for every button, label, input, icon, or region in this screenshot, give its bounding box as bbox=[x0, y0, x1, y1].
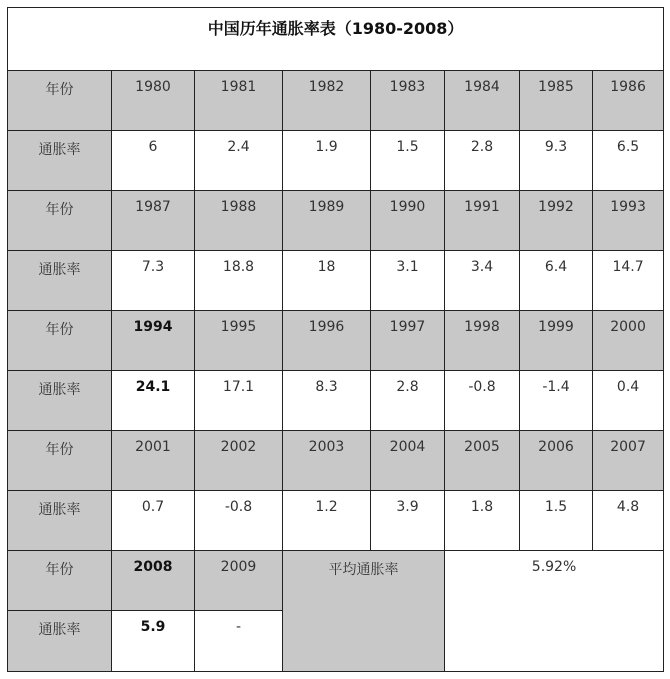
year-cell: 1986 bbox=[593, 71, 664, 131]
year-cell-highlight: 1994 bbox=[112, 311, 195, 371]
year-row bbox=[8, 71, 664, 131]
year-row-label: 年份 bbox=[8, 551, 112, 611]
year-row bbox=[8, 431, 664, 491]
rate-cell: 2.8 bbox=[445, 131, 520, 191]
rate-row bbox=[8, 371, 664, 431]
rate-cell: - bbox=[195, 611, 283, 672]
year-cell: 1992 bbox=[520, 191, 593, 251]
rate-row bbox=[8, 131, 664, 191]
rate-cell: 9.3 bbox=[520, 131, 593, 191]
year-row-label: 年份 bbox=[8, 311, 112, 371]
year-cell: 1988 bbox=[195, 191, 283, 251]
year-cell: 1984 bbox=[445, 71, 520, 131]
year-cell: 1990 bbox=[371, 191, 445, 251]
rate-row-label: 通胀率 bbox=[8, 491, 112, 551]
year-cell: 2007 bbox=[593, 431, 664, 491]
year-cell: 2009 bbox=[195, 551, 283, 611]
rate-cell: 0.4 bbox=[593, 371, 664, 431]
rate-row-label: 通胀率 bbox=[8, 611, 112, 672]
rate-cell: 17.1 bbox=[195, 371, 283, 431]
year-cell: 1982 bbox=[283, 71, 371, 131]
rate-cell-highlight: 24.1 bbox=[112, 371, 195, 431]
rate-row-label: 通胀率 bbox=[8, 371, 112, 431]
year-row bbox=[8, 311, 664, 371]
inflation-table-container bbox=[7, 7, 663, 675]
year-cell: 1998 bbox=[445, 311, 520, 371]
rate-row-label: 通胀率 bbox=[8, 131, 112, 191]
year-row bbox=[8, 551, 664, 611]
year-cell: 2000 bbox=[593, 311, 664, 371]
rate-cell: 18.8 bbox=[195, 251, 283, 311]
rate-cell: 2.4 bbox=[195, 131, 283, 191]
rate-cell: -0.8 bbox=[445, 371, 520, 431]
rate-row bbox=[8, 251, 664, 311]
rate-cell: 3.9 bbox=[371, 491, 445, 551]
year-cell: 1981 bbox=[195, 71, 283, 131]
rate-cell: 4.8 bbox=[593, 491, 664, 551]
year-cell: 1980 bbox=[112, 71, 195, 131]
year-cell: 2001 bbox=[112, 431, 195, 491]
year-cell: 1993 bbox=[593, 191, 664, 251]
rate-cell: 18 bbox=[283, 251, 371, 311]
rate-cell: -0.8 bbox=[195, 491, 283, 551]
year-row-label: 年份 bbox=[8, 431, 112, 491]
rate-cell: 3.4 bbox=[445, 251, 520, 311]
year-row-label: 年份 bbox=[8, 191, 112, 251]
rate-cell: 7.3 bbox=[112, 251, 195, 311]
rate-cell: 2.8 bbox=[371, 371, 445, 431]
rate-cell: 1.5 bbox=[371, 131, 445, 191]
rate-cell: 1.9 bbox=[283, 131, 371, 191]
year-cell: 1989 bbox=[283, 191, 371, 251]
year-cell: 1991 bbox=[445, 191, 520, 251]
year-cell: 1985 bbox=[520, 71, 593, 131]
year-cell: 2006 bbox=[520, 431, 593, 491]
average-label: 平均通胀率 bbox=[283, 551, 445, 672]
rate-row-label: 通胀率 bbox=[8, 251, 112, 311]
rate-cell: 8.3 bbox=[283, 371, 371, 431]
year-row bbox=[8, 191, 664, 251]
rate-cell: 1.8 bbox=[445, 491, 520, 551]
rate-cell: 14.7 bbox=[593, 251, 664, 311]
rate-cell: -1.4 bbox=[520, 371, 593, 431]
rate-row bbox=[8, 491, 664, 551]
year-cell: 1996 bbox=[283, 311, 371, 371]
year-cell: 1983 bbox=[371, 71, 445, 131]
year-cell: 2002 bbox=[195, 431, 283, 491]
table-title: 中国历年通胀率表（1980-2008） bbox=[8, 8, 664, 71]
rate-cell: 1.2 bbox=[283, 491, 371, 551]
rate-cell: 6.4 bbox=[520, 251, 593, 311]
year-cell: 1997 bbox=[371, 311, 445, 371]
average-value: 5.92% bbox=[445, 551, 664, 672]
rate-cell: 0.7 bbox=[112, 491, 195, 551]
year-cell: 1987 bbox=[112, 191, 195, 251]
rate-cell: 1.5 bbox=[520, 491, 593, 551]
rate-cell: 3.1 bbox=[371, 251, 445, 311]
year-cell: 1999 bbox=[520, 311, 593, 371]
year-cell: 2004 bbox=[371, 431, 445, 491]
year-cell: 2003 bbox=[283, 431, 371, 491]
rate-cell-highlight: 5.9 bbox=[112, 611, 195, 672]
year-cell: 1995 bbox=[195, 311, 283, 371]
inflation-table bbox=[7, 7, 664, 672]
year-row-label: 年份 bbox=[8, 71, 112, 131]
year-cell: 2005 bbox=[445, 431, 520, 491]
rate-cell: 6.5 bbox=[593, 131, 664, 191]
year-cell-highlight: 2008 bbox=[112, 551, 195, 611]
rate-cell: 6 bbox=[112, 131, 195, 191]
